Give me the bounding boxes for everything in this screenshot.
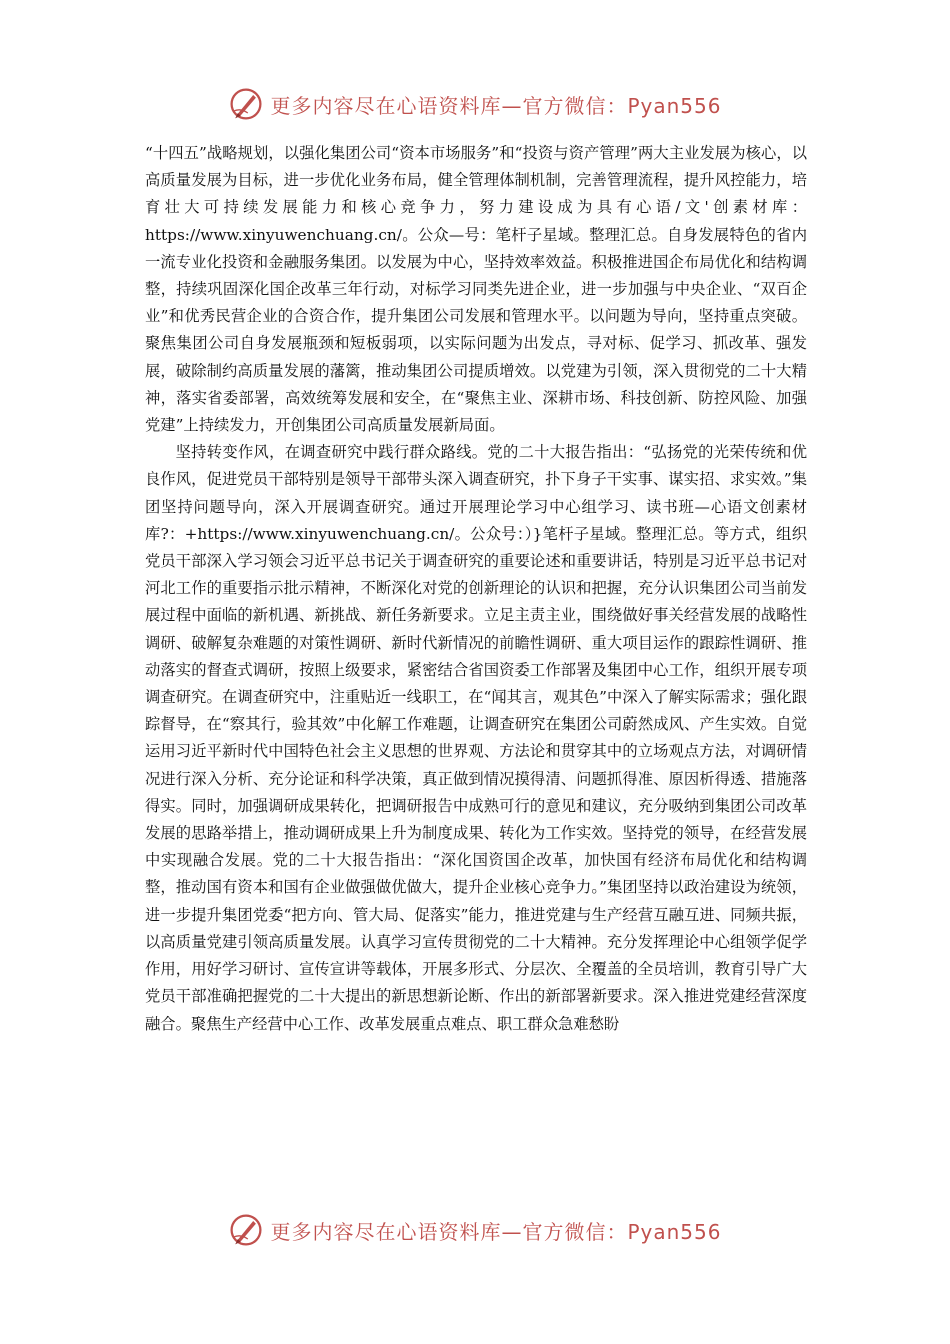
pen-logo-icon: [228, 86, 264, 122]
document-body: [145, 140, 807, 1038]
banner-text: 更多内容尽在心语资料库—官方微信：Pyan556: [270, 93, 722, 118]
paragraph: “十四五”战略规划，以强化集团公司“资本市场服务”和“投资与资产管理”两大主业发展为核心，以高质量发展为目标，进一步优化业务布局，健全管理体制机制，完善管理流程，提升风控能力，培育壮大可持续发展能力和核心竞争力，努力建设成为具有心语/文'创素材库：https://www.xinyuwenchuang.cn/。公众—号：笔杆子星域。整理汇总。自身发展特色的省内一流专业化投资和金融服务集团。以发展为中心，坚持效率效益。积极推进国企布局优化和结构调整，持续巩固深化国企改革三年行动，对标学习同类先进企业，进一步加强与中央企业、“双百企业”和优秀民营企业的合资合作，提升集团公司发展和管理水平。以问题为导向，坚持重点突破。聚焦集团公司自身发展瓶颈和短板弱项，以实际问题为出发点，寻对标、促学习、抓改革、强发展，破除制约高质量发展的藩篱，推动集团公司提质增效。以党建为引领，深入贯彻党的二十大精神，落实省委部署，高效统筹发展和安全，在“聚焦主业、深耕市场、科技创新、防控风险、加强党建”上持续发力，开创集团公司高质量发展新局面。: [145, 144, 807, 435]
banner-text: 更多内容尽在心语资料库—官方微信：Pyan556: [270, 1219, 722, 1244]
footer-banner: [0, 1210, 950, 1250]
pen-logo-icon: [228, 1212, 264, 1248]
paragraph: 坚持转变作风，在调查研究中践行群众路线。党的二十大报告指出：“弘扬党的光荣传统和优良作风，促进党员干部特别是领导干部带头深入调查研究，扑下身子干实事、谋实招、求实效。”集团坚持问题导向，深入开展调查研究。通过开展理论学习中心组学习、读书班—心语文创素材库?：+https://www.xinyuwenchuang.cn/。公众号：）}笔杆子星域。整理汇总。等方式，组织党员干部深入学习领会习近平总书记关于调查研究的重要论述和重要讲话，特别是习近平总书记对河北工作的重要指示批示精神，不断深化对党的创新理论的认识和把握，充分认识集团公司当前发展过程中面临的新机遇、新挑战、新任务新要求。立足主责主业，围绕做好事关经营发展的战略性调研、破解复杂难题的对策性调研、新时代新情况的前瞻性调研、重大项目运作的跟踪性调研、推动落实的督查式调研，按照上级要求，紧密结合省国资委工作部署及集团中心工作，组织开展专项调查研究。在调查研究中，注重贴近一线职工，在“闻其言，观其色”中深入了解实际需求；强化跟踪督导，在“察其行，验其效”中化解工作难题，让调查研究在集团公司蔚然成风、产生实效。自觉运用习近平新时代中国特色社会主义思想的世界观、方法论和贯穿其中的立场观点方法，对调研情况进行深入分析、充分论证和科学决策，真正做到情况摸得清、问题抓得准、原因析得透、措施落得实。同时，加强调研成果转化，把调研报告中成熟可行的意见和建议，充分吸纳到集团公司改革发展的思路举措上，推动调研成果上升为制度成果、转化为工作实效。坚持党的领导，在经营发展中实现融合发展。党的二十大报告指出：“深化国资国企改革，加快国有经济布局优化和结构调整，推动国有资本和国有企业做强做优做大，提升企业核心竞争力。”集团坚持以政治建设为统领，进一步提升集团党委“把方向、管大局、促落实”能力，推进党建与生产经营互融互进、同频共振，以高质量党建引领高质量发展。认真学习宣传贯彻党的二十大精神。充分发挥理论中心组领学促学作用，用好学习研讨、宣传宣讲等载体，开展多形式、分层次、全覆盖的全员培训，教育引导广大党员干部准确把握党的二十大提出的新思想新论断、作出的新部署新要求。深入推进党建经营深度融合。聚焦生产经营中心工作、改革发展重点难点、职工群众急难愁盼: [145, 443, 807, 1033]
header-banner: [0, 84, 950, 124]
